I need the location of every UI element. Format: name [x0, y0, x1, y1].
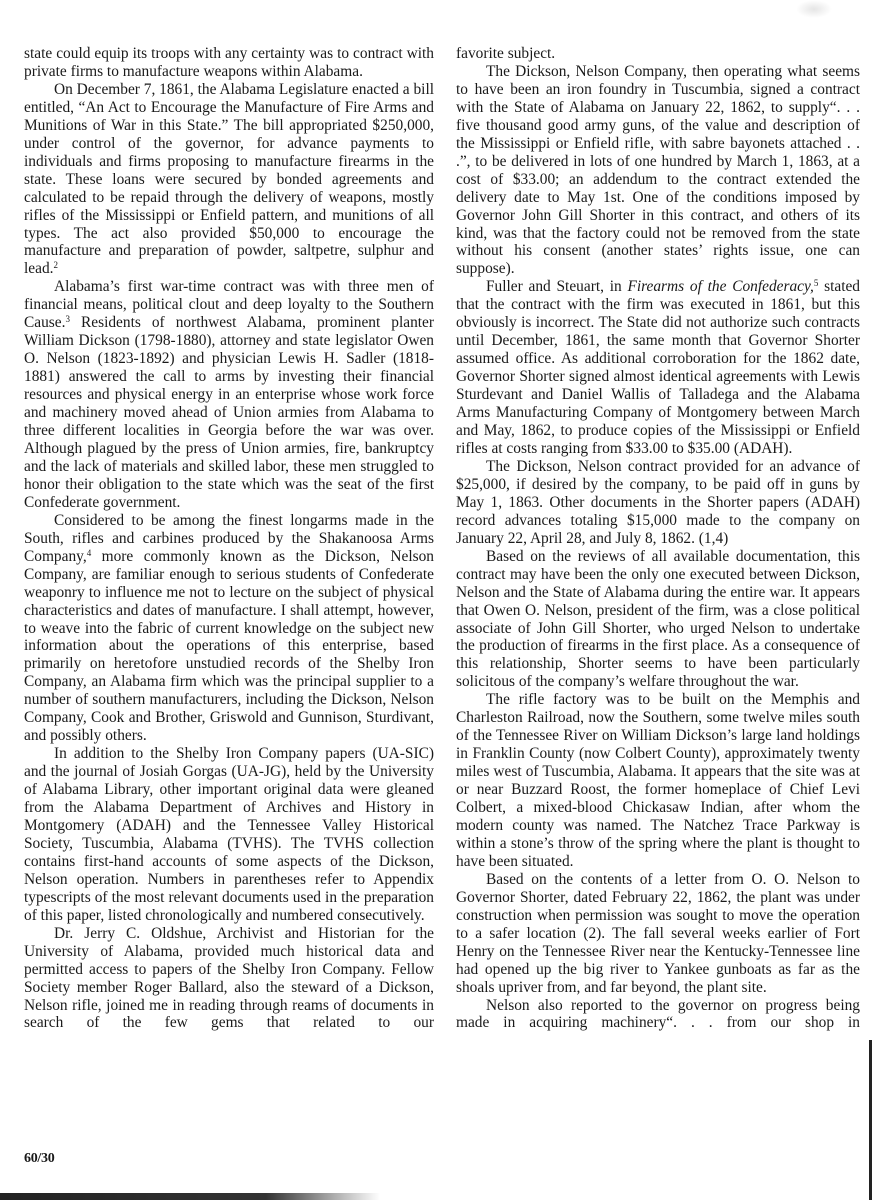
footnote-ref: 3	[65, 314, 70, 325]
paragraph-text: Fuller and Steuart, in	[486, 278, 628, 296]
footnote-ref: 2	[53, 260, 58, 271]
scan-edge-shadow	[0, 1193, 380, 1200]
page-number: 60/30	[24, 1151, 55, 1166]
scan-smudge	[796, 0, 832, 18]
paragraph: The rifle factory was to be built on the Memphis and Charleston Railroad, now the Southern, some twelve miles south of the Tennessee River on William Dickson’s large land holdings in Franklin County (now Colbert County), approximately twenty miles west of Tuscumbia, Alabama. It appears that the site was at or near Buzzard Roost, the former homeplace of Chief Levi Colbert, a mixed-blood Chickasaw Indian, after whom the modern county was named. The Natchez Trace Parkway is within a stone’s throw of the spring where the plant is thought to have been situated.	[456, 691, 860, 870]
paragraph: Nelson also reported to the governor on progress being made in acquiring machinery“. . . from our shop in	[456, 996, 860, 1032]
paragraph: The Dickson, Nelson Company, then operating what seems to have been an iron foundry in Tuscumbia, signed a contract with the State of Alabama on January 22, 1862, to supply“. . . five thousand good army guns, of the value and description of the Mississippi or Enfield rifle, with sabre bayonets attached . . .”, to be delivered in lots of one hundred by March 1, 1863, at a cost of $33.00; an addendum to the contract extended the delivery date to May 1st. One of the conditions imposed by Governor John Gill Shorter in this contract, and others of its kind, was that the factory could not be removed from the state without his consent (another states’ rights issue, one can suppose).	[456, 62, 860, 278]
left-column	[24, 45, 434, 1032]
paragraph	[24, 278, 434, 511]
paragraph-text: more commonly known as the Dickson, Nelson Company, are familiar enough to serious students of Confederate weaponry to influence me not to lecture on the subject of physical characteristics and dates of manufacture. I shall attempt, however, to weave into the fabric of current knowledge on the subject new information about the operations of this enterprise, based primarily on heretofore unstudied records of the Shelby Iron Company, an Alabama firm which was the principal supplier to a number of southern manufacturers, including the Dickson, Nelson Company, Cook and Brother, Griswold and Gunnison, Sturdivant, and possibly others.	[24, 547, 434, 745]
paragraph	[456, 278, 860, 458]
paragraph-text: stated that the contract with the firm was executed in 1861, but this obviously is incorrect. The State did not authorize such contracts until December, 1861, the same month that Governor Shorter assumed office. As additional corroboration for the 1862 date, Governor Shorter signed almost identical agreements with Lewis Sturdevant and Daniel Wallis of Talladega and the Alabama Arms Manufacturing Company of Montgomery between March and May, 1862, to produce copies of the Mississippi or Enfield rifles at costs ranging from $33.00 to $35.00 (ADAH).	[456, 278, 861, 457]
paragraph-text: On December 7, 1861, the Alabama Legislature enacted a bill entitled, “An Act to Encourage the Manufacture of Fire Arms and Munitions of War in this State.” The bill appropriated $250,000, under control of the governor, for advance payments to individuals and firms proposing to manufacture firearms in the state. These loans were secured by bonded agreements and calculated to be repaid through the delivery of weapons, mostly rifles of the Mississippi or Enfield pattern, and munitions of all types. The act also provided $50,000 to encourage the manufacture and preparation of powder, saltpetre, sulphur and lead.	[24, 80, 434, 278]
footnote-ref: 5	[813, 278, 819, 289]
book-title: Firearms of the Confederacy,	[627, 278, 814, 296]
paragraph: Based on the contents of a letter from O. O. Nelson to Governor Shorter, dated February 22, 1862, the plant was under construction when permission was sought to move the operation to a safer location (2). The fall several weeks earlier of Fort Henry on the Tennessee River near the Kentucky-Tennessee line had opened up the big river to Yankee gunboats as far as the shoals upriver from, and far beyond, the plant site.	[456, 870, 860, 996]
paragraph: The Dickson, Nelson contract provided for an advance of $25,000, if desired by the company, to be paid off in guns by May 1, 1863. Other documents in the Shorter papers (ADAH) record advances totaling $15,000 made to the company on January 22, April 28, and July 8, 1862. (1,4)	[456, 457, 860, 547]
paragraph: favorite subject.	[456, 45, 556, 62]
paragraph: In addition to the Shelby Iron Company papers (UA-SIC) and the journal of Josiah Gorgas (UA-JG), held by the University of Alabama Library, other important original data were gleaned from the Alabama Department of Archives and History in Montgomery (ADAH) and the Tennessee Valley Historical Society, Tuscumbia, Alabama (TVHS). The TVHS collection contains first-hand accounts of some aspects of the Dickson, Nelson operation. Numbers in parentheses refer to Appendix typescripts of the most relevant documents used in the preparation of this paper, listed chronologically and numbered consecutively.	[24, 745, 434, 924]
paragraph-text: Alabama’s first war-time contract was with three men of financial means, political clout and deep loyalty to the Southern Cause.	[24, 278, 434, 332]
paragraph: Based on the reviews of all available documentation, this contract may have been the only one executed between Dickson, Nelson and the State of Alabama during the entire war. It appears that Owen O. Nelson, president of the firm, was a close political associate of John Gill Shorter, who urged Nelson to undertake the production of firearms in the first place. As a consequence of this relationship, Shorter seems to have been particularly solicitous of the company’s welfare throughout the war.	[456, 547, 860, 691]
paragraph-text: Considered to be among the finest longarms made in the South, rifles and carbines produced by the Shakanoosa Arms Company,	[24, 511, 434, 565]
right-column	[456, 45, 860, 1032]
paragraph	[24, 512, 434, 745]
paragraph: Dr. Jerry C. Oldshue, Archivist and Historian for the University of Alabama, provided much historical data and permitted access to papers of the Shelby Iron Company. Fellow Society member Roger Ballard, also the steward of a Dickson, Nelson rifle, joined me in reading through reams of documents in search of the few gems that related to our	[24, 924, 434, 1032]
footnote-ref: 4	[86, 547, 92, 558]
paragraph-text: Residents of northwest Alabama, prominent planter William Dickson (1798-1880), attorney and state legislator Owen O. Nelson (1823-1892) and physician Lewis H. Sadler (1818-1881) answered the call to arms by investing their financial resources and physical energy in an enterprise whose work force and machinery moved ahead of Union armies from Alabama to three different localities in Georgia before the war was over. Although plagued by the press of Union armies, fire, bankruptcy and the lack of materials and skilled labor, these men struggled to honor their obligation to the state which was the seat of the first Confederate government.	[24, 314, 434, 511]
paragraph: state could equip its troops with any certainty was to contract with private firms to manufacture weapons within Alabama.	[24, 45, 434, 80]
paragraph	[24, 81, 434, 278]
